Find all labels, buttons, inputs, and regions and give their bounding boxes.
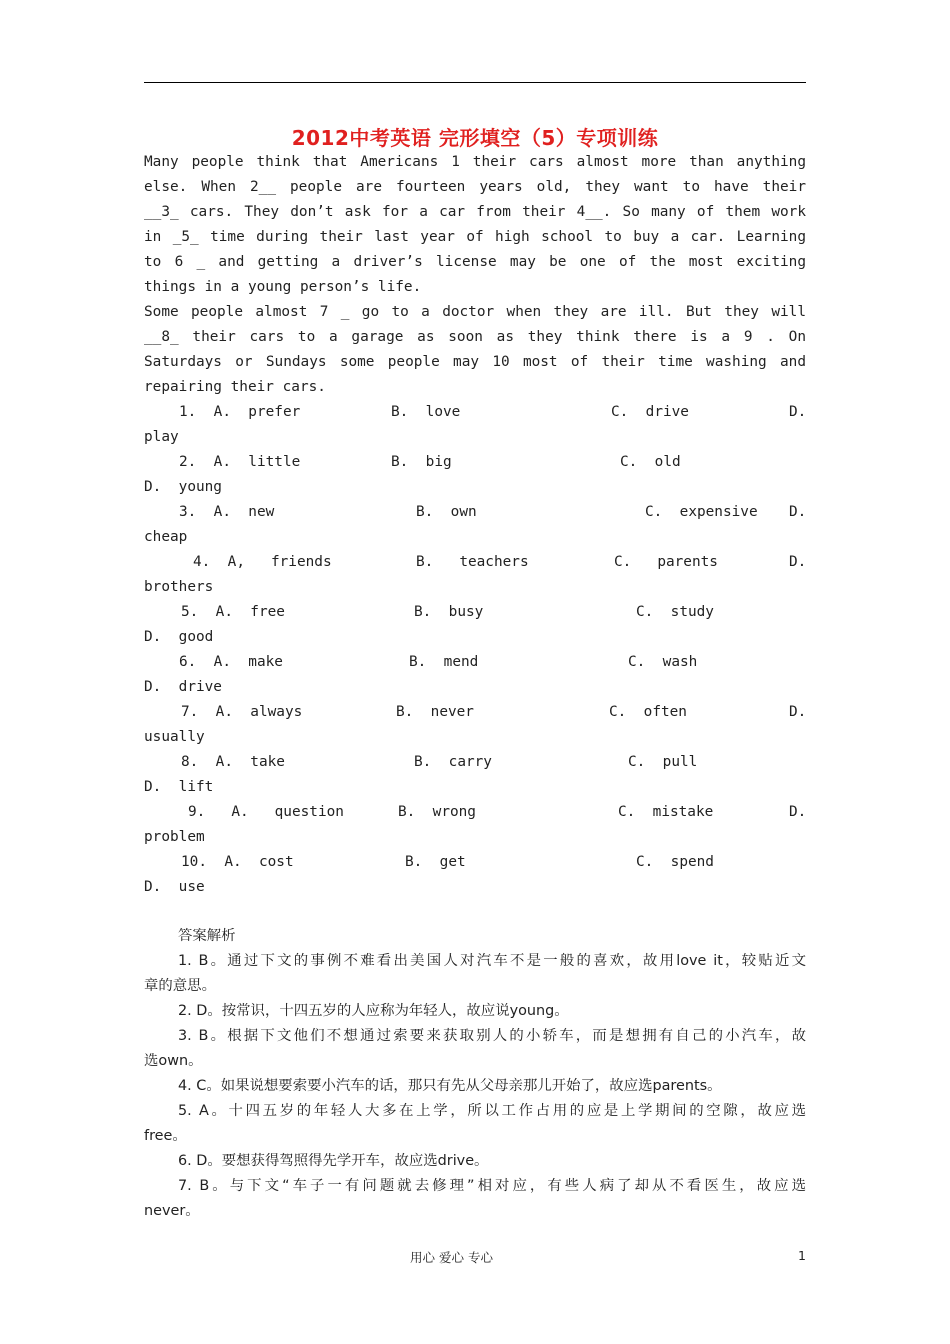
passage-line: __3_ cars. They don’t ask for a car from their 4__. So many of them work	[144, 204, 806, 220]
option-a: 9. A. question	[188, 804, 344, 820]
option-c: C. study	[636, 604, 714, 620]
option-c: C. spend	[636, 854, 714, 870]
option-a: 3. A. new	[179, 504, 275, 520]
answer-line: 章的意思。	[144, 978, 216, 994]
option-d: D.	[789, 404, 807, 420]
option-d: D.	[789, 704, 807, 720]
option-a: 5. A. free	[181, 604, 285, 620]
option-d-text: usually	[144, 729, 205, 745]
option-d-text: brothers	[144, 579, 214, 595]
option-a: 7. A. always	[181, 704, 303, 720]
option-b: B. big	[391, 454, 452, 470]
footer-motto: 用心 爱心 专心	[410, 1250, 493, 1265]
option-c: C. often	[609, 704, 687, 720]
option-b: B. busy	[414, 604, 484, 620]
option-a: 4. A, friends	[193, 554, 332, 570]
passage-line: Some people almost 7 _ go to a doctor when they are ill. But they will	[144, 304, 806, 320]
answer-line: 选own。	[144, 1053, 203, 1069]
option-b: B. never	[396, 704, 474, 720]
answer-line: 1. B。通过下文的事例不难看出美国人对汽车不是一般的喜欢，故用love it，较贴近文	[178, 953, 806, 969]
passage-line: Saturdays or Sundays some people may 10 most of their time washing and	[144, 354, 806, 370]
option-b: B. get	[405, 854, 466, 870]
option-d-text: problem	[144, 829, 205, 845]
option-a: 10. A. cost	[181, 854, 294, 870]
header-rule	[144, 82, 806, 83]
answer-line: free。	[144, 1128, 187, 1144]
passage-line: Many people think that Americans 1 their cars almost more than anything	[144, 154, 806, 170]
option-c: C. old	[620, 454, 681, 470]
answer-line: 7. B。与下文“车子一有问题就去修理”相对应，有些人病了却从不看医生，故应选	[178, 1178, 806, 1194]
answers-heading: 答案解析	[178, 928, 236, 944]
option-b: B. mend	[409, 654, 479, 670]
answer-line: 5. A。十四五岁的年轻人大多在上学，所以工作占用的应是上学期间的空隙，故应选	[178, 1103, 806, 1119]
option-d: D. good	[144, 629, 214, 645]
passage-line: things in a young person’s life.	[144, 279, 422, 295]
option-d-text: cheap	[144, 529, 188, 545]
option-b: B. teachers	[416, 554, 529, 570]
answer-line: 4. C。如果说想要索要小汽车的话，那只有先从父母亲那儿开始了，故应选parents。	[178, 1078, 722, 1094]
page-title: 2012中考英语 完形填空（5）专项训练	[291, 126, 659, 150]
option-b: B. own	[416, 504, 477, 520]
option-c: C. wash	[628, 654, 698, 670]
option-b: B. carry	[414, 754, 492, 770]
answer-line: never。	[144, 1203, 200, 1219]
option-c: C. parents	[614, 554, 718, 570]
option-a: 8. A. take	[181, 754, 285, 770]
option-d-text: play	[144, 429, 179, 445]
option-c: C. expensive	[645, 504, 758, 520]
page-number: 1	[798, 1248, 806, 1263]
option-b: B. love	[391, 404, 461, 420]
option-d: D. young	[144, 479, 222, 495]
option-d: D. use	[144, 879, 205, 895]
answer-line: 3. B。根据下文他们不想通过索要来获取别人的小轿车，而是想拥有自己的小汽车，故	[178, 1028, 806, 1044]
option-a: 6. A. make	[179, 654, 283, 670]
option-d: D.	[789, 554, 807, 570]
answer-line: 2. D。按常识，十四五岁的人应称为年轻人，故应说young。	[178, 1003, 569, 1019]
option-d: D. lift	[144, 779, 214, 795]
option-d: D.	[789, 804, 807, 820]
passage-line: in _5_ time during their last year of high school to buy a car. Learning	[144, 229, 806, 245]
passage-line: else. When 2__ people are fourteen years old, they want to have their	[144, 179, 806, 195]
option-d: D.	[789, 504, 807, 520]
answer-line: 6. D。要想获得驾照得先学开车，故应选drive。	[178, 1153, 489, 1169]
option-c: C. drive	[611, 404, 689, 420]
option-b: B. wrong	[398, 804, 476, 820]
option-a: 1. A. prefer	[179, 404, 301, 420]
passage-line: repairing their cars.	[144, 379, 326, 395]
option-d: D. drive	[144, 679, 222, 695]
option-a: 2. A. little	[179, 454, 301, 470]
option-c: C. mistake	[618, 804, 714, 820]
passage-line: to 6 _ and getting a driver’s license may be one of the most exciting	[144, 254, 806, 270]
option-c: C. pull	[628, 754, 698, 770]
passage-line: __8_ their cars to a garage as soon as they think there is a 9 . On	[144, 329, 806, 345]
